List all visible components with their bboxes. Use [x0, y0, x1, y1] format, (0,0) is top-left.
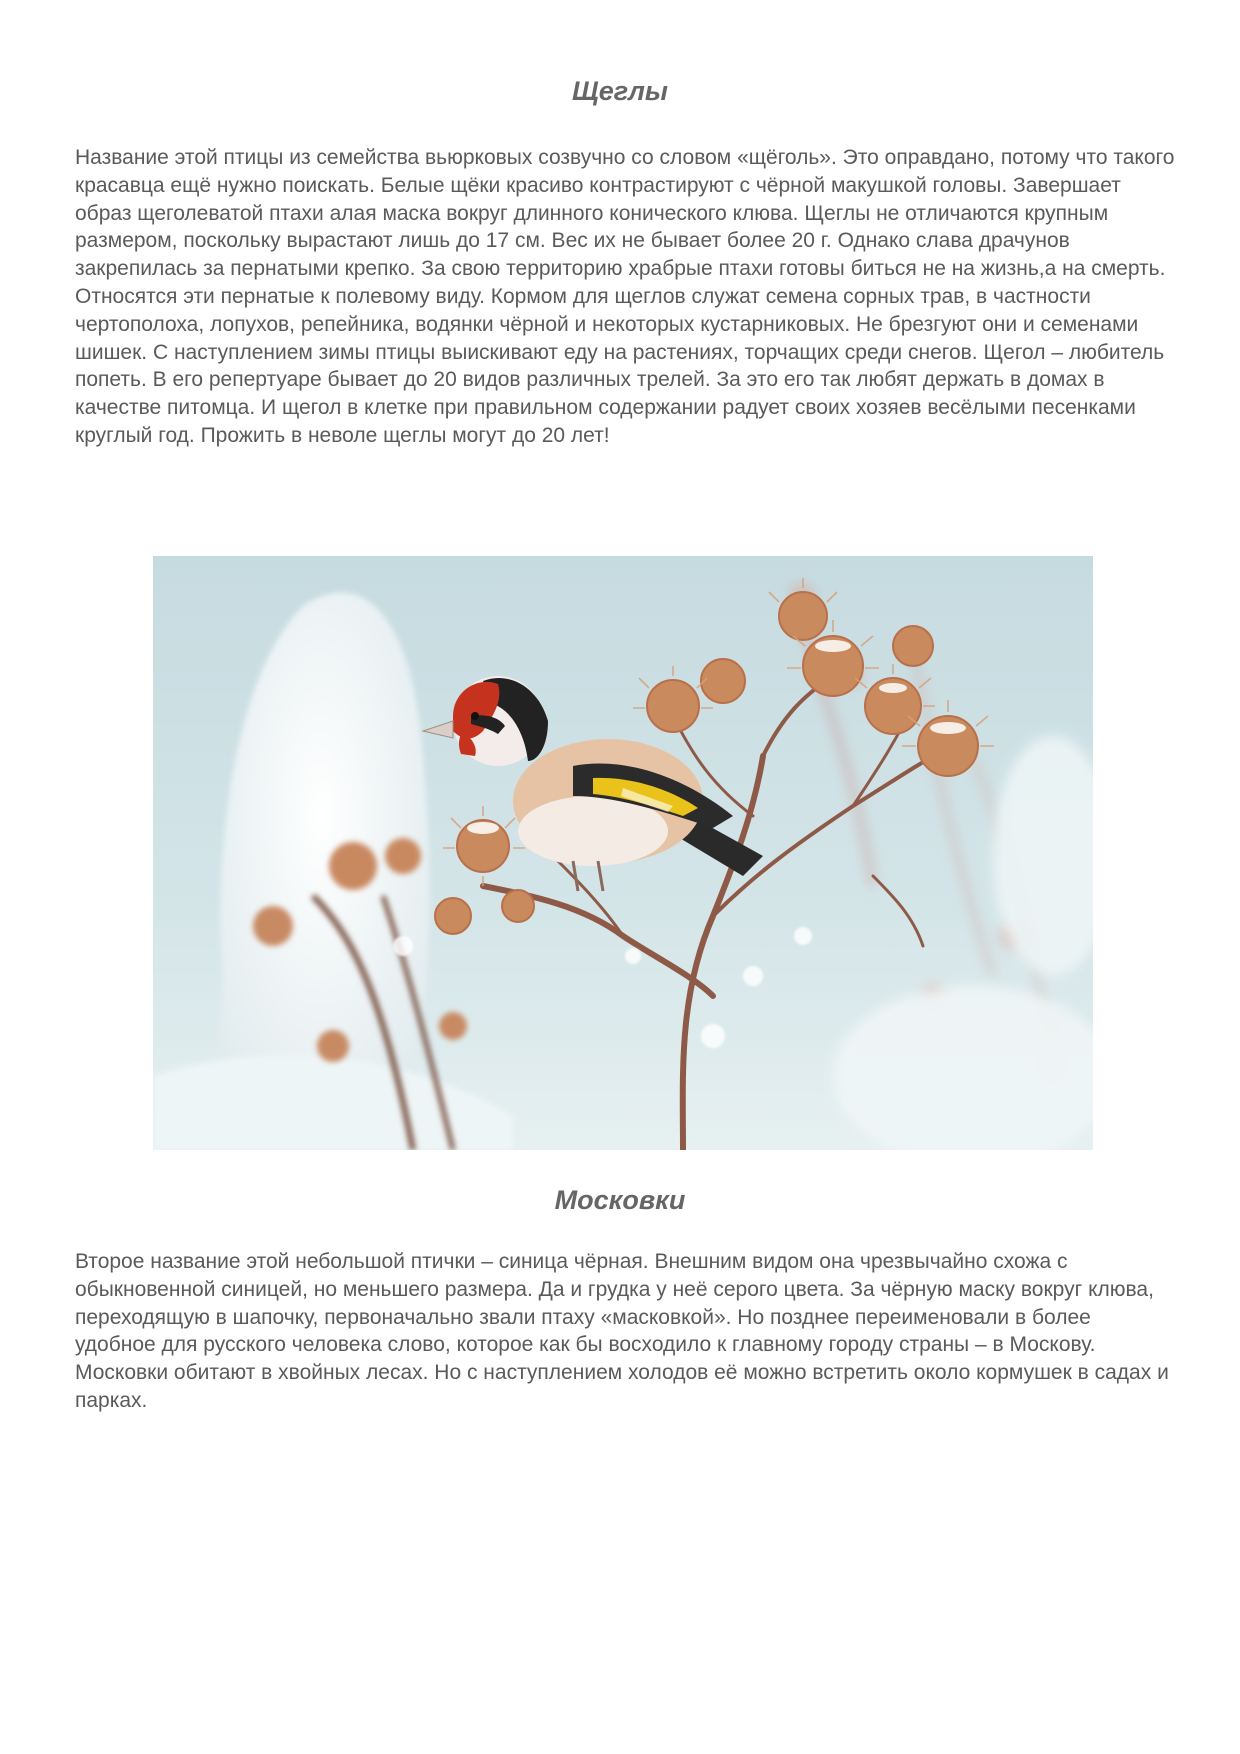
section-body-goldfinches: [75, 144, 1175, 450]
section-body-coal-tits: [75, 1248, 1175, 1415]
section-title-coal-tits: Московки: [554, 1185, 686, 1215]
goldfinch-photo: [153, 556, 1093, 1150]
paragraph: Относятся эти пернатые к полевому виду. Кормом для щеглов служат семена сорных трав, в частности чертополоха, лопухов, репейника, водянки чёрной и некоторых кустарниковых. Не брезгуют они и семенами шишек. С наступлением зимы птицы выискивают еду на растениях, торчащих среди снегов. Щегол – любитель попеть. В его репертуаре бывает до 20 видов различных трелей. За это его так любят держать в домах в качестве питомца. И щегол в клетке при правильном содержании радует своих хозяев весёлыми песенками круглый год. Прожить в неволе щеглы могут до 20 лет!: [75, 284, 1165, 447]
paragraph: Название этой птицы из семейства вьюрковых созвучно со словом «щёголь». Это оправдано, потому что такого красавца ещё нужно поискать. Белые щёки красиво контрастируют с чёрной макушкой головы. Завершает образ щеголеватой птахи алая маска вокруг длинного конического клюва. Щеглы не отличаются крупным размером, поскольку вырастают лишь до 17 см. Вес их не бывает более 20 г. Однако слава драчунов закрепилась за пернатыми крепко. За свою территорию храбрые птахи готовы биться не на жизнь,а на смерть.: [75, 146, 1175, 281]
section-title-goldfinches: Щеглы: [572, 76, 668, 106]
paragraph: Второе название этой небольшой птички – синица чёрная. Внешним видом она чрезвычайно схожа с обыкновенной синицей, но меньшего размера. Да и грудка у неё серого цвета. За чёрную маску вокруг клюва, переходящую в шапочку, первоначально звали птаху «масковкой». Но позднее переименовали в более удобное для русского человека слово, которое как бы восходило к главному городу страны – в Москову. Московки обитают в хвойных лесах. Но с наступлением холодов её можно встретить около кормушек в садах и парках.: [75, 1250, 1169, 1412]
